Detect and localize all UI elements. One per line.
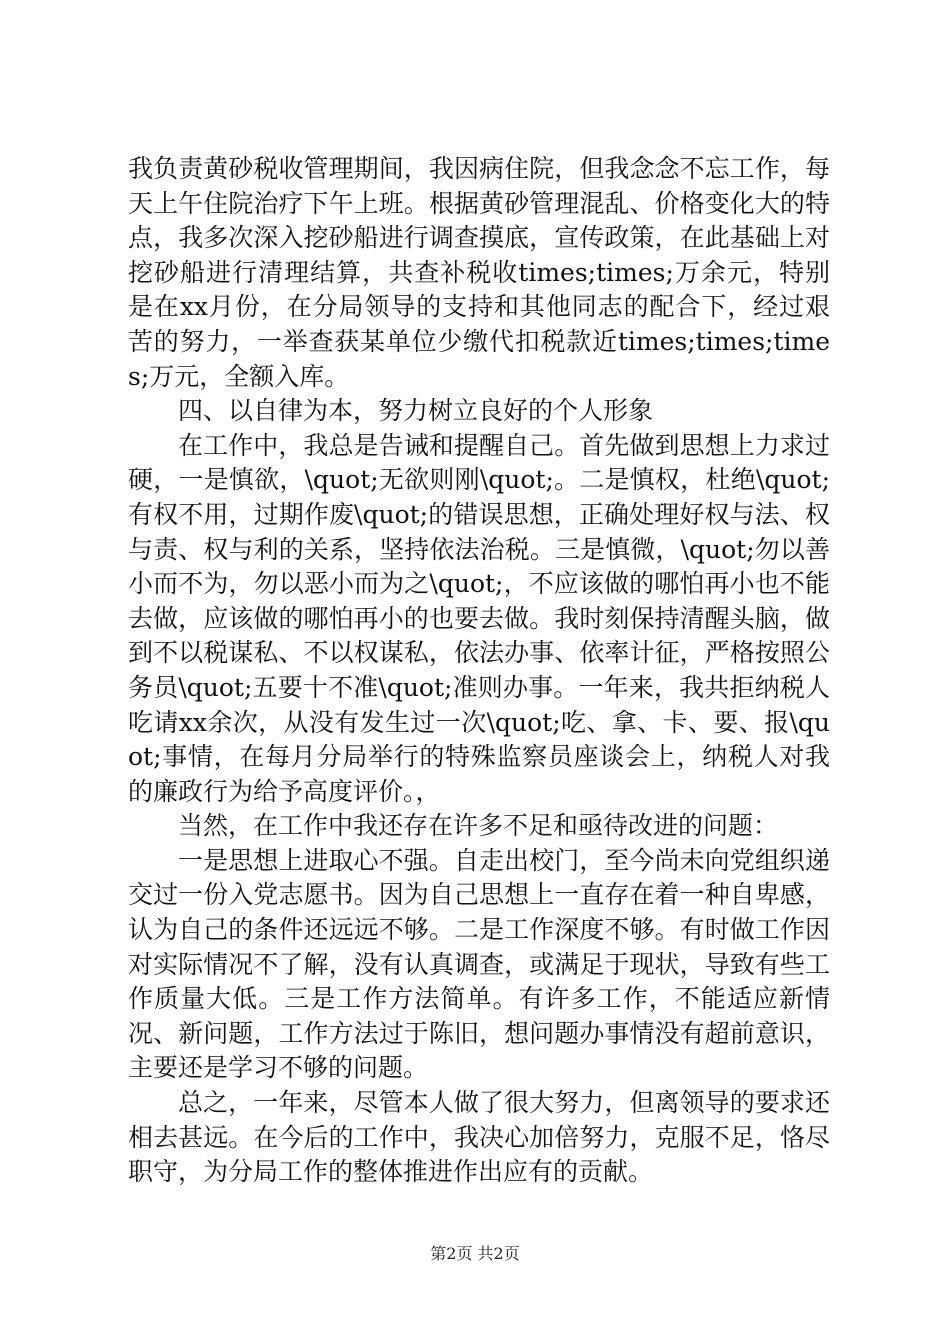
section-heading: 四、以自律为本，努力树立良好的个人形象: [178, 396, 654, 426]
paragraph-4: 一是思想上进取心不强。自走出校门，至今尚未向党组织递交过一份入党志愿书。因为自己思想上一直存在着一种自卑感，认为自己的条件还远远不够。二是工作深度不够。有时做工作因对实际情况不了解，没有认真调查，或满足于现状，导致有些工作质量大低。三是工作方法简单。有许多工作，不能适应新情况、新问题，工作方法过于陈旧，想问题办事情没有超前意识，主要还是学习不够的问题。: [128, 845, 830, 1083]
paragraph-2: 在工作中，我总是告诫和提醒自己。首先做到思想上力求过硬，一是慎欲，\quot;无欲则刚\quot;。二是慎权，杜绝\quot;有权不用，过期作废\quot;的错误思想，正确处理好权与法、权与责、权与利的关系，坚持依法治税。三是慎微，\quot;勿以善小而不为，勿以恶小而为之\quot;，不应该做的哪怕再小也不能去做，应该做的哪怕再小的也要去做。我时刻保持清醒头脑，做到不以税谋私、不以权谋私，依法办事、依率计征，严格按照公务员\quot;五要十不准\quot;准则办事。一年来，我共拒纳税人吃请xx余次，从没有发生过一次\quot;吃、拿、卡、要、报\quot;事情，在每月分局举行的特殊监察员座谈会上，纳税人对我的廉政行为给予高度评价。，: [128, 430, 830, 806]
paragraph-5: 总之，一年来，尽管本人做了很大努力，但离领导的要求还相去甚远。在今后的工作中，我决心加倍努力，克服不足，恪尽职守，为分局工作的整体推进作出应有的贡献。: [128, 1088, 830, 1187]
page-number: 第2页 共2页: [430, 1244, 520, 1263]
document-body: [128, 152, 830, 1190]
paragraph-1: 我负责黄砂税收管理期间，我因病住院，但我念念不忘工作，每天上午住院治疗下午上班。根据黄砂管理混乱、价格变化大的特点，我多次深入挖砂船进行调查摸底，宣传政策，在此基础上对挖砂船进行清理结算，共查补税收times;times;万余元，特别是在xx月份，在分局领导的支持和其他同志的配合下，经过艰苦的努力，一举查获某单位少缴代扣税款近times;times;times;万元，全额入库。: [128, 154, 830, 391]
paragraph-3: 当然，在工作中我还存在许多不足和亟待改进的问题：: [178, 811, 779, 841]
